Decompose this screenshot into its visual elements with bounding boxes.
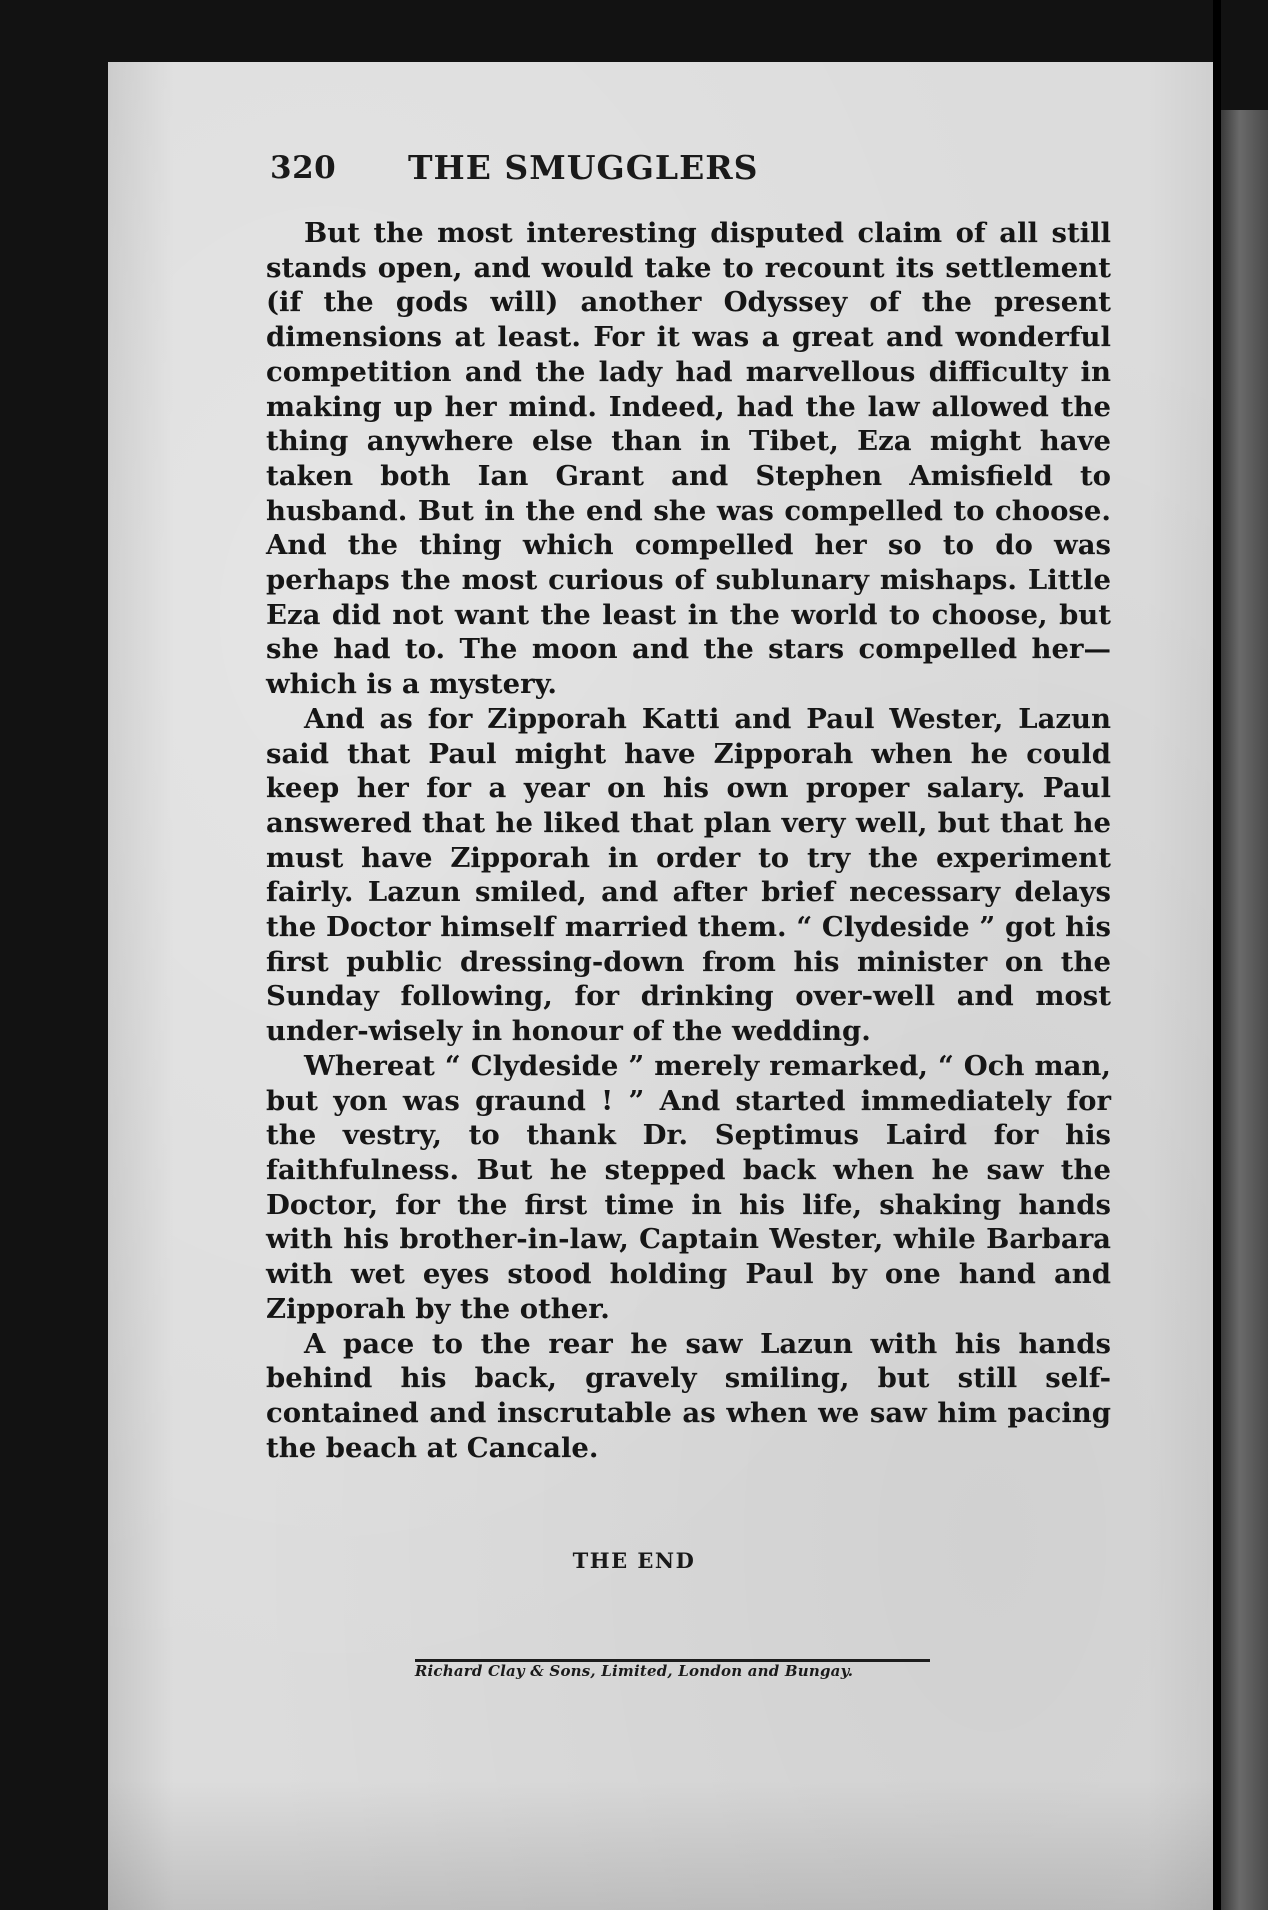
- end-mark: THE END: [572, 1548, 696, 1573]
- body-text: [266, 216, 1111, 1465]
- running-title: THE SMUGGLERS: [408, 148, 759, 187]
- printer-imprint: Richard Clay & Sons, Limited, London and Bungay.: [414, 1662, 854, 1680]
- adjacent-page-strip: [1221, 110, 1268, 1910]
- paragraph: Whereat “ Clydeside ” merely remarked, “ Och man, but yon was graund ! ” And started immediately for the vestry, to thank Dr. Septimus Laird for his faithfulness. But he stepped back when he saw the Doctor, for the first time in his life, shaking hands with his brother-in-law, Captain Wester, while Barbara with wet eyes stood holding Paul by one hand and Zipporah by the other.: [266, 1049, 1111, 1325]
- page-number: 320: [270, 150, 337, 186]
- paragraph: A pace to the rear he saw Lazun with his hands behind his back, gravely smiling, but still self-contained and inscrutable as when we saw him pacing the beach at Cancale.: [266, 1327, 1111, 1464]
- paragraph: But the most interesting disputed claim of all still stands open, and would take to recount its settlement (if the gods will) another Odyssey of the present dimensions at least. For it was a great and wonderful competition and the lady had marvellous difficulty in making up her mind. Indeed, had the law allowed the thing anywhere else than in Tibet, Eza might have taken both Ian Grant and Stephen Amisfield to husband. But in the end she was compelled to choose. And the thing which compelled her so to do was perhaps the most curious of sublunary mishaps. Little Eza did not want the least in the world to choose, but she had to. The moon and the stars compelled her—which is a mystery.: [266, 217, 1111, 701]
- page-edge-shadow: [1213, 0, 1221, 1910]
- paragraph: And as for Zipporah Katti and Paul Wester, Lazun said that Paul might have Zipporah when he could keep her for a year on his own proper salary. Paul answered that he liked that plan very well, but that he must have Zipporah in order to try the experiment fairly. Lazun smiled, and after brief necessary delays the Doctor himself married them. “ Clydeside ” got his first public dressing-down from his minister on the Sunday following, for drinking over-well and most under-wisely in honour of the wedding.: [266, 702, 1111, 1048]
